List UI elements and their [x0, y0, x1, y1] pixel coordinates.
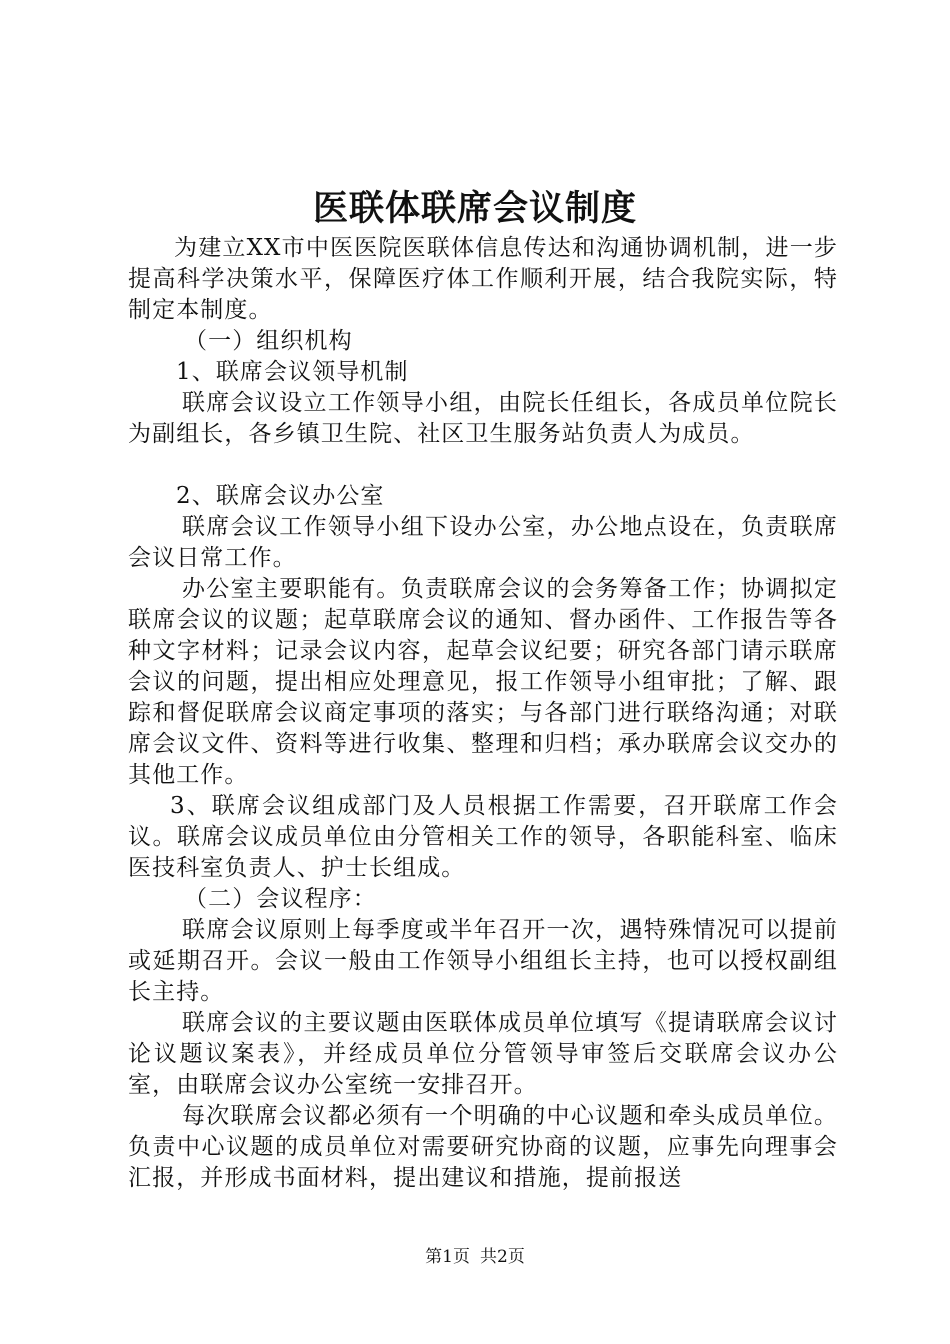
page-total: 共2页 [480, 1247, 525, 1267]
subheading-leadership: 1、联席会议领导机制 [176, 359, 409, 385]
section-heading-procedure: （二）会议程序： [184, 886, 377, 912]
section-heading-organization: （一）组织机构 [184, 328, 353, 354]
office-functions-paragraph: 办公室主要职能有。负责联席会议的会务筹备工作；协调拟定联席会议的议题；起草联席会议的通知、督办函件、工作报告等各种文字材料；记录会议内容，起草会议纪要；研究各部门请示联席会议的问题，提出相应处理意见，报工作领导小组审批；了解、跟踪和督促联席会议商定事项的落实；与各部门进行联络沟通；对联席会议文件、资料等进行收集、整理和归档；承办联席会议交办的其他工作。 [128, 576, 838, 788]
document-title: 医联体联席会议制度 [312, 188, 637, 229]
subheading-office: 2、联席会议办公室 [176, 483, 385, 509]
members-paragraph: 3、联席会议组成部门及人员根据工作需要，召开联席工作会议。联席会议成员单位由分管相关工作的领导，各职能科室、临床医技科室负责人、护士长组成。 [128, 793, 838, 881]
frequency-paragraph: 联席会议原则上每季度或半年召开一次，遇特殊情况可以提前或延期召开。会议一般由工作领导小组组长主持，也可以授权副组长主持。 [128, 917, 838, 1005]
leadership-paragraph: 联席会议设立工作领导小组，由院长任组长，各成员单位院长为副组长，各乡镇卫生院、社区卫生服务站负责人为成员。 [128, 390, 838, 447]
page-number: 第1页 [425, 1247, 470, 1267]
intro-paragraph: 为建立XX市中医医院医联体信息传达和沟通协调机制，进一步提高科学决策水平，保障医疗体工作顺利开展，结合我院实际，特制定本制度。 [128, 235, 838, 323]
page-footer [0, 1245, 950, 1269]
agenda-paragraph: 联席会议的主要议题由医联体成员单位填写《提请联席会议讨论议题议案表》，并经成员单位分管领导审签后交联席会议办公室，由联席会议办公室统一安排召开。 [128, 1010, 838, 1098]
office-paragraph: 联席会议工作领导小组下设办公室，办公地点设在，负责联席会议日常工作。 [128, 514, 838, 571]
document-body [128, 233, 838, 1194]
central-topic-paragraph: 每次联席会议都必须有一个明确的中心议题和牵头成员单位。负责中心议题的成员单位对需要研究协商的议题，应事先向理事会汇报，并形成书面材料，提出建议和措施，提前报送 [128, 1103, 838, 1191]
